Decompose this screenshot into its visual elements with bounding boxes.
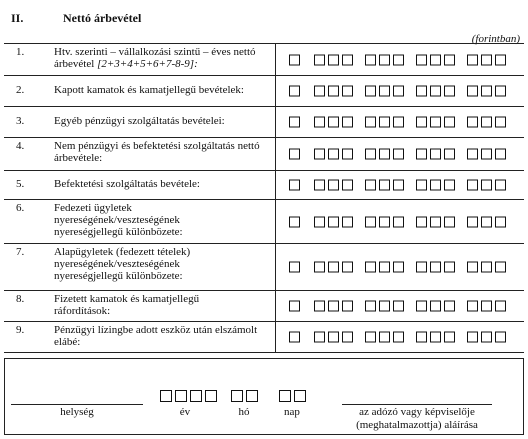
digit-box[interactable]	[289, 117, 300, 128]
digit-box[interactable]	[416, 301, 427, 312]
row-label: Pénzügyi lízingbe adott eszköz után elszámolt elábé:	[54, 324, 258, 348]
digit-box[interactable]	[342, 180, 353, 191]
digit-box[interactable]	[495, 301, 506, 312]
table-row	[4, 44, 524, 76]
amount-input-boxes[interactable]	[289, 117, 509, 128]
row-label: Nem pénzügyi és befektetési szolgáltatás nettó árbevétele:	[54, 140, 260, 164]
digit-box[interactable]	[495, 262, 506, 273]
digit-box[interactable]	[495, 180, 506, 191]
amount-input-boxes[interactable]	[289, 180, 509, 191]
column-divider	[275, 107, 276, 137]
digit-box[interactable]	[379, 149, 390, 160]
amount-input-boxes[interactable]	[289, 332, 509, 343]
digit-box[interactable]	[379, 180, 390, 191]
digit-box[interactable]	[328, 332, 339, 343]
digit-box[interactable]	[495, 332, 506, 343]
digit-box[interactable]	[289, 54, 300, 65]
digit-box[interactable]	[328, 54, 339, 65]
digit-box[interactable]	[481, 117, 492, 128]
table-row	[4, 107, 524, 138]
digit-box[interactable]	[467, 149, 478, 160]
digit-box[interactable]	[314, 216, 325, 227]
digit-box[interactable]	[444, 149, 455, 160]
table-row	[4, 244, 524, 291]
digit-box[interactable]	[444, 54, 455, 65]
column-divider	[275, 171, 276, 199]
month-caption: hó	[238, 406, 250, 418]
digit-box[interactable]	[328, 86, 339, 97]
digit-box[interactable]	[430, 332, 441, 343]
signature-line[interactable]	[342, 404, 492, 405]
unit-label: (forintban)	[471, 33, 520, 45]
digit-box[interactable]	[467, 332, 478, 343]
digit-box[interactable]	[365, 216, 376, 227]
digit-box[interactable]	[365, 262, 376, 273]
year-caption: év	[179, 406, 191, 418]
digit-box[interactable]	[314, 86, 325, 97]
digit-box[interactable]	[430, 180, 441, 191]
digit-box[interactable]	[495, 86, 506, 97]
digit-box[interactable]	[444, 117, 455, 128]
digit-box[interactable]	[314, 54, 325, 65]
digit-box[interactable]	[495, 149, 506, 160]
digit-box[interactable]	[314, 301, 325, 312]
digit-box[interactable]	[393, 54, 404, 65]
digit-box[interactable]	[289, 180, 300, 191]
digit-box[interactable]	[430, 301, 441, 312]
section-title: Nettó árbevétel	[63, 11, 142, 25]
digit-box[interactable]	[444, 332, 455, 343]
digit-box[interactable]	[328, 180, 339, 191]
digit-box[interactable]	[416, 180, 427, 191]
digit-box[interactable]	[430, 216, 441, 227]
digit-box[interactable]	[342, 149, 353, 160]
row-number: 1.	[16, 46, 25, 58]
digit-box[interactable]	[365, 117, 376, 128]
digit-box[interactable]	[314, 262, 325, 273]
amount-input-boxes[interactable]	[289, 216, 509, 227]
digit-box[interactable]	[342, 216, 353, 227]
row-number: 6.	[16, 202, 25, 214]
digit-box[interactable]	[467, 301, 478, 312]
digit-box[interactable]	[365, 149, 376, 160]
digit-box[interactable]	[379, 332, 390, 343]
digit-box[interactable]	[393, 86, 404, 97]
digit-box[interactable]	[467, 262, 478, 273]
digit-box[interactable]	[393, 149, 404, 160]
digit-box[interactable]	[314, 117, 325, 128]
row-number: 9.	[16, 324, 25, 336]
digit-box[interactable]	[444, 216, 455, 227]
digit-box[interactable]	[481, 262, 492, 273]
digit-box[interactable]	[495, 54, 506, 65]
digit-box[interactable]	[328, 216, 339, 227]
table-row	[4, 291, 524, 322]
digit-box[interactable]	[342, 54, 353, 65]
digit-box[interactable]	[444, 262, 455, 273]
digit-box[interactable]	[467, 86, 478, 97]
digit-box[interactable]	[444, 180, 455, 191]
amount-input-boxes[interactable]	[289, 262, 509, 273]
digit-box[interactable]	[444, 301, 455, 312]
digit-box[interactable]	[314, 332, 325, 343]
digit-box[interactable]	[481, 332, 492, 343]
digit-box[interactable]	[416, 54, 427, 65]
digit-box[interactable]	[393, 180, 404, 191]
table-row	[4, 322, 524, 353]
digit-box[interactable]	[481, 54, 492, 65]
digit-box[interactable]	[416, 262, 427, 273]
digit-box[interactable]	[467, 117, 478, 128]
digit-box[interactable]	[342, 86, 353, 97]
row-number: 3.	[16, 115, 25, 127]
digit-box[interactable]	[365, 332, 376, 343]
row-label: Fedezeti ügyletek nyereségének/veszteségének nyereségjellegű különbözete:	[54, 202, 183, 238]
digit-box[interactable]	[365, 54, 376, 65]
amount-input-boxes[interactable]	[289, 149, 509, 160]
amount-input-boxes[interactable]	[289, 301, 509, 312]
column-divider	[275, 76, 276, 106]
table-row	[4, 171, 524, 200]
column-divider	[275, 200, 276, 243]
digit-box[interactable]	[314, 180, 325, 191]
column-divider	[275, 322, 276, 352]
digit-box[interactable]	[393, 332, 404, 343]
digit-box[interactable]	[481, 301, 492, 312]
digit-box[interactable]	[467, 180, 478, 191]
row-label: Befektetési szolgáltatás bevétele:	[54, 178, 200, 190]
digit-box[interactable]	[365, 86, 376, 97]
row-label	[54, 46, 269, 70]
signature-block	[4, 358, 524, 435]
digit-box[interactable]	[328, 117, 339, 128]
digit-box[interactable]	[495, 117, 506, 128]
digit-box[interactable]	[379, 86, 390, 97]
digit-box[interactable]	[481, 180, 492, 191]
signer-caption-1: az adózó vagy képviselője	[359, 406, 475, 418]
digit-box[interactable]	[289, 301, 300, 312]
digit-box[interactable]	[289, 332, 300, 343]
digit-box[interactable]	[379, 54, 390, 65]
digit-box[interactable]	[342, 301, 353, 312]
digit-box[interactable]	[328, 301, 339, 312]
digit-box[interactable]	[430, 54, 441, 65]
digit-box[interactable]	[379, 262, 390, 273]
table-row	[4, 200, 524, 244]
table-row	[4, 76, 524, 107]
digit-box[interactable]	[444, 86, 455, 97]
row-label-text: Htv. szerinti – vállalkozási szintű – éves nettó árbevétel	[54, 46, 256, 70]
digit-box[interactable]	[481, 216, 492, 227]
section-number: II.	[11, 11, 24, 25]
digit-box[interactable]	[393, 216, 404, 227]
row-number: 7.	[16, 246, 25, 258]
row-label: Fizetett kamatok és kamatjellegű ráfordítások:	[54, 293, 200, 317]
column-divider	[275, 138, 276, 170]
digit-box[interactable]	[430, 86, 441, 97]
digit-box[interactable]	[289, 216, 300, 227]
row-label-formula: [2+3+4+5+6+7-8-9]:	[97, 58, 198, 70]
row-number: 2.	[16, 84, 25, 96]
digit-box[interactable]	[430, 262, 441, 273]
digit-box[interactable]	[379, 216, 390, 227]
digit-box[interactable]	[416, 149, 427, 160]
digit-box[interactable]	[342, 332, 353, 343]
day-caption: nap	[284, 406, 300, 418]
digit-box[interactable]	[430, 149, 441, 160]
row-label: Kapott kamatok és kamatjellegű bevételek:	[54, 84, 244, 96]
amount-input-boxes[interactable]	[289, 86, 509, 97]
digit-box[interactable]	[416, 117, 427, 128]
digit-box[interactable]	[379, 301, 390, 312]
digit-box[interactable]	[379, 117, 390, 128]
digit-box[interactable]	[365, 180, 376, 191]
column-divider	[275, 44, 276, 75]
digit-box[interactable]	[365, 301, 376, 312]
place-line[interactable]	[11, 404, 143, 405]
revenue-table	[4, 43, 524, 353]
digit-box[interactable]	[328, 149, 339, 160]
digit-box[interactable]	[481, 149, 492, 160]
digit-box[interactable]	[328, 262, 339, 273]
month-boxes[interactable]	[231, 390, 261, 402]
digit-box[interactable]	[314, 149, 325, 160]
table-row	[4, 138, 524, 171]
row-label: Egyéb pénzügyi szolgáltatás bevételei:	[54, 115, 225, 127]
place-caption: helység	[60, 406, 94, 418]
digit-box[interactable]	[289, 149, 300, 160]
column-divider	[275, 291, 276, 321]
row-number: 4.	[16, 140, 25, 152]
digit-box[interactable]	[393, 301, 404, 312]
column-divider	[275, 244, 276, 290]
digit-box[interactable]	[467, 216, 478, 227]
digit-box[interactable]	[393, 262, 404, 273]
digit-box[interactable]	[342, 117, 353, 128]
signer-caption-2: (meghatalmazottja) aláírása	[356, 419, 478, 431]
digit-box[interactable]	[416, 86, 427, 97]
year-boxes[interactable]	[160, 390, 220, 402]
digit-box[interactable]	[289, 262, 300, 273]
row-number: 8.	[16, 293, 25, 305]
digit-box[interactable]	[416, 216, 427, 227]
row-number: 5.	[16, 178, 25, 190]
digit-box[interactable]	[289, 86, 300, 97]
digit-box[interactable]	[467, 54, 478, 65]
digit-box[interactable]	[495, 216, 506, 227]
digit-box[interactable]	[430, 117, 441, 128]
row-label: Alapügyletek (fedezett tételek) nyereségének/veszteségének nyereségjellegű különbözete:	[54, 246, 191, 282]
digit-box[interactable]	[481, 86, 492, 97]
digit-box[interactable]	[416, 332, 427, 343]
amount-input-boxes[interactable]	[289, 54, 509, 65]
digit-box[interactable]	[393, 117, 404, 128]
digit-box[interactable]	[342, 262, 353, 273]
day-boxes[interactable]	[279, 390, 309, 402]
